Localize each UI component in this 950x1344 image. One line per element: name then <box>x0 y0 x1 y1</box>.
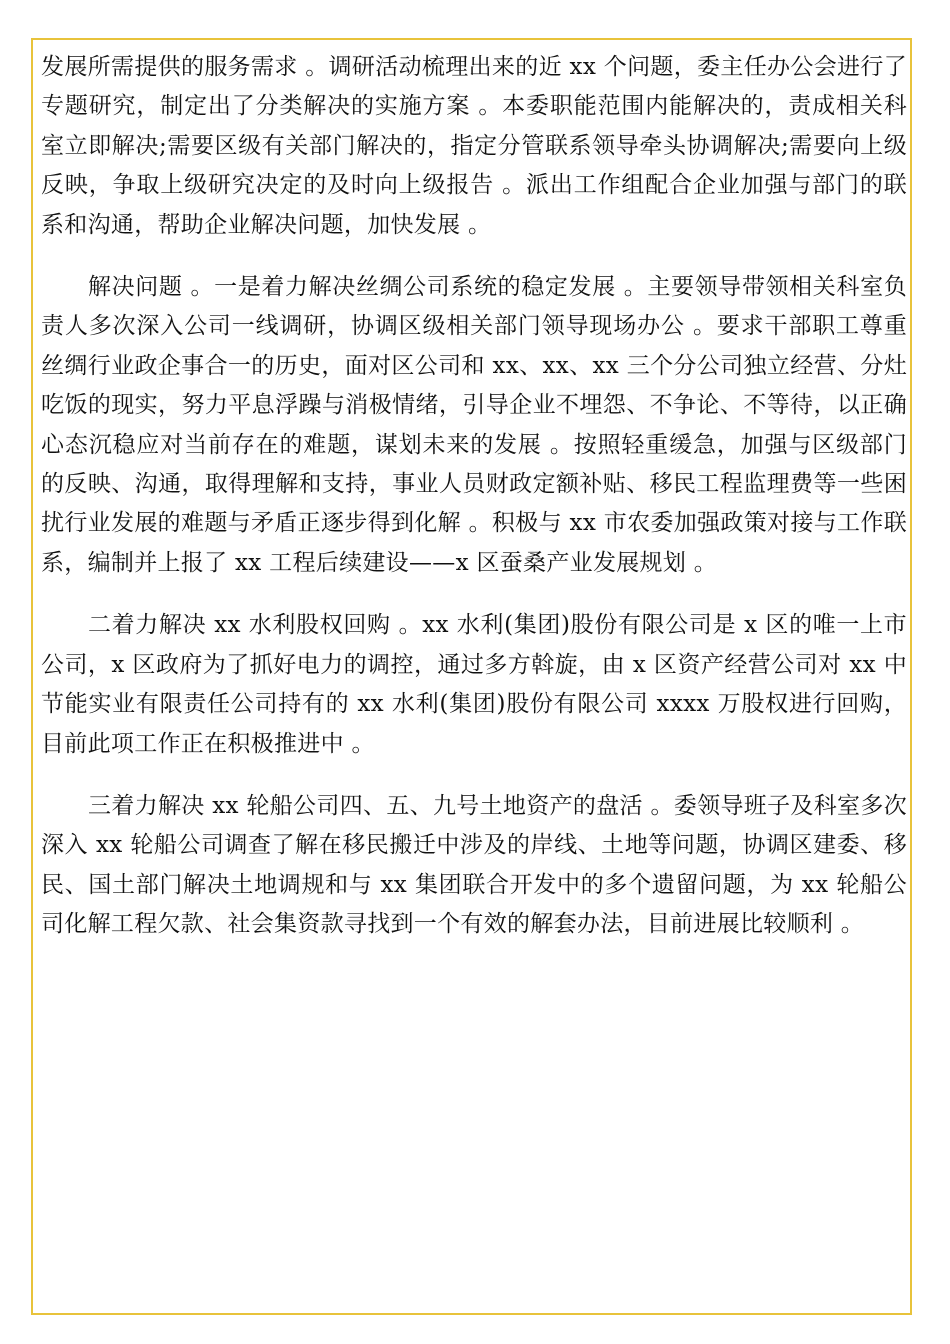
document-body <box>41 48 907 968</box>
paragraph-service-demand: 发展所需提供的服务需求 。调研活动梳理出来的近 xx 个问题，委主任办公会进行了专题研究，制定出了分类解决的实施方案 。本委职能范围内能解决的，责成相关科室立即解决;需要区级有关部门解决的，指定分管联系领导牵头协调解决;需要向上级反映，争取上级研究决定的及时向上级报告 。派出工作组配合企业加强与部门的联系和沟通，帮助企业解决问题，加快发展 。 <box>41 54 907 238</box>
paragraph-water-equity-buyback: 二着力解决 xx 水利股权回购 。xx 水利(集团)股份有限公司是 x 区的唯一上市公司，x 区政府为了抓好电力的调控，通过多方斡旋，由 x 区资产经营公司对 xx 中节能实业有限责任公司持有的 xx 水利(集团)股份有限公司 xxxx 万股权进行回购，目前此项工作正在积极推进中 。 <box>41 612 907 757</box>
paragraph-shipping-land-assets: 三着力解决 xx 轮船公司四、五、九号土地资产的盘活 。委领导班子及科室多次深入 xx 轮船公司调查了解在移民搬迁中涉及的岸线、土地等问题，协调区建委、移民、国土部门解决土地调规和与 xx 集团联合开发中的多个遗留问题，为 xx 轮船公司化解工程欠款、社会集资款寻找到一个有效的解套办法，目前进展比较顺利 。 <box>41 792 907 938</box>
paragraph-solve-problems: 解决问题 。一是着力解决丝绸公司系统的稳定发展 。主要领导带领相关科室负责人多次深入公司一线调研，协调区级相关部门领导现场办公 。要求干部职工尊重丝绸行业政企事合一的历史，面对区公司和 xx、xx、xx 三个分公司独立经营、分灶吃饭的现实，努力平息浮躁与消极情绪，引导企业不埋怨、不争论、不等待，以正确心态沉稳应对当前存在的难题，谋划未来的发展 。按照轻重缓急，加强与区级部门的反映、沟通，取得理解和支持，事业人员财政定额补贴、移民工程监理费等一些困扰行业发展的难题与矛盾正逐步得到化解 。积极与 xx 市农委加强政策对接与工作联系，编制并上报了 xx 工程后续建设——x 区蚕桑产业发展规划 。 <box>41 274 907 576</box>
